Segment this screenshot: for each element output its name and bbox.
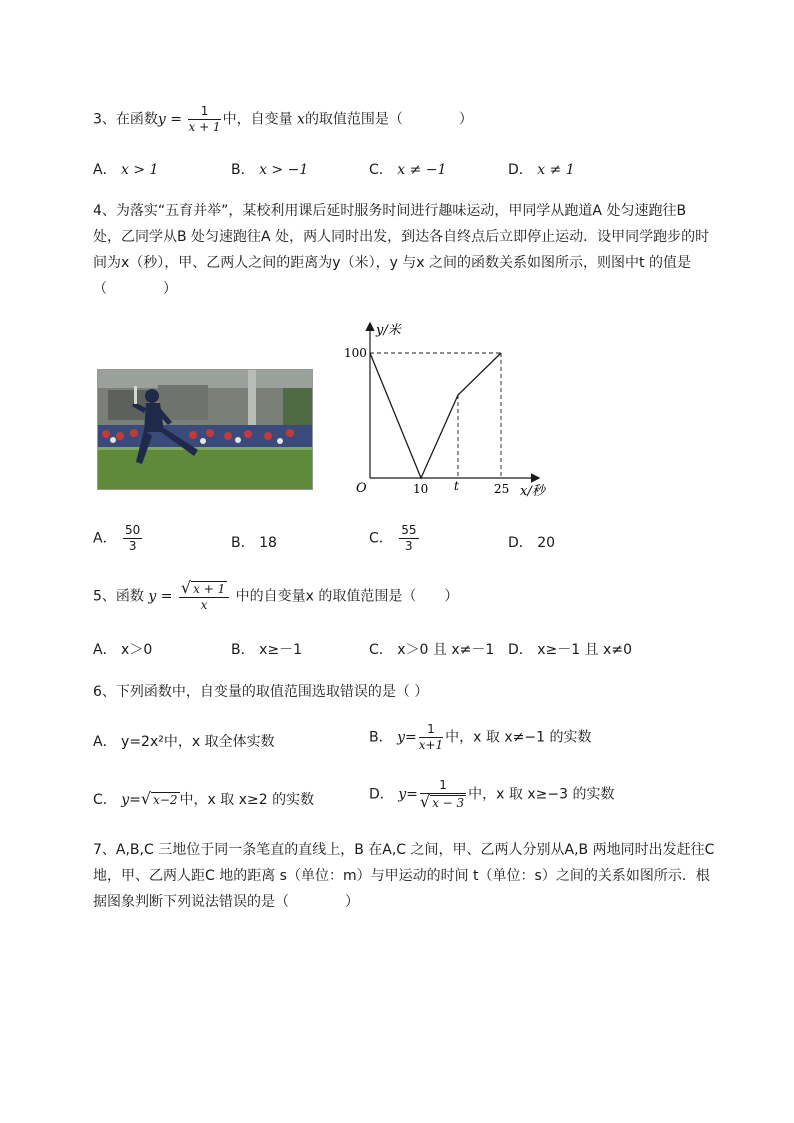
q7-line-3: 据图象判断下列说法错误的是（ ） [93,894,359,910]
q5-prefix: 5、函数 [93,588,144,605]
option-text: x＞0 [121,642,153,658]
option-letter: C． [369,642,393,658]
option-text: x ≠ 1 [537,162,575,178]
q6-option-d[interactable] [369,778,614,811]
q5-numerator [179,580,229,598]
option-letter: B． [231,535,255,551]
option-letter: D． [369,786,394,803]
q3-prefix: 3、在函数 [93,111,158,128]
q5-option-c[interactable] [369,639,494,659]
option-text: x≥－1 且 x≠0 [537,642,632,658]
option-fraction [419,722,443,753]
x-tick-25: 25 [494,482,510,496]
origin-label: O [356,481,367,496]
option-letter: D． [508,162,533,178]
option-radicand: x−2 [153,793,178,807]
option-func: y= [397,729,417,746]
graph-svg [340,318,560,503]
q3-option-d[interactable] [508,159,575,179]
option-fraction [123,523,142,554]
q3-suffix2: 的取值范围是（ ） [304,111,473,128]
q3-option-a[interactable] [93,159,158,179]
q6-option-a[interactable] [93,731,275,751]
q3-numerator: 1 [188,104,220,120]
option-text: 20 [537,535,556,551]
q5-stem [93,580,458,613]
q4-line-2: 处，乙同学从B 处匀速跑往A 处，两人同时出发，到达各自终点后立即停止运动．设甲同学跑步的时 [93,229,710,245]
q5-fraction [179,580,229,613]
fraction-numerator: 50 [125,523,141,537]
sqrt-sign-icon: √ [419,792,431,811]
q3-var-x: x [297,111,305,128]
option-text: x＞0 且 x≠－1 [397,642,495,658]
option-radicand: x − 3 [432,796,465,810]
option-letter: B． [231,642,255,658]
fraction-numerator: 55 [401,523,417,537]
fraction-numerator: 1 [419,722,443,738]
option-letter: B． [231,162,255,178]
option-letter: B． [369,729,393,746]
distance-time-graph [340,318,560,503]
q3-option-c[interactable] [369,159,446,179]
x-tick-t: t [454,479,459,493]
option-text: x > −1 [259,162,309,178]
q5-suffix: 中的自变量x 的取值范围是（ ） [235,588,459,605]
q4-line-4: （ ） [93,281,177,297]
q5-func: y = [148,588,173,605]
q4-line-1: 4、为落实“五育并举”，某校利用课后延时服务时间进行趣味运动，甲同学从跑道A 处匀速跑往B [93,203,687,219]
running-student-photo [97,369,313,490]
option-letter: A． [93,734,117,750]
y-tick-100: 100 [344,346,367,360]
option-fraction [399,523,418,554]
sqrt-sign-icon: √ [140,789,152,808]
option-text: 中，x 取 x≠−1 的实数 [445,729,592,746]
option-text: y=2x²中，x 取全体实数 [121,734,275,750]
y-axis-label: y/米 [376,323,401,338]
q3-suffix: 中，自变量 [222,111,293,128]
q4-option-d[interactable] [508,532,555,552]
option-letter: C． [369,530,393,547]
option-text: x ≠ −1 [397,162,447,178]
fraction-numerator: 1 [420,778,466,794]
option-letter: A． [93,530,117,547]
q5-option-d[interactable] [508,639,632,659]
sqrt-sign-icon: √ [180,578,192,597]
q7-line-1: 7、A,B,C 三地位于同一条笔直的直线上，B 在A,C 之间，甲、乙两人分别从A,B 两地同时出发赶往C [93,842,715,858]
option-letter: D． [508,535,533,551]
graph-line [370,353,501,478]
option-text: x > 1 [121,162,159,178]
photo-illustration [98,370,312,489]
q5-option-b[interactable] [231,639,302,659]
fraction-denominator [420,794,466,811]
option-letter: A． [93,642,117,658]
q3-denominator: x + 1 [188,120,221,134]
option-letter: C． [369,162,393,178]
x-tick-10: 10 [413,482,429,496]
q5-radicand: x + 1 [193,582,226,596]
q4-line-3: 间为x（秒），甲、乙两人之间的距离为y（米），y 与x 之间的函数关系如图所示，则图中t 的值是 [93,255,691,271]
option-text: 中，x 取 x≥2 的实数 [179,792,315,808]
option-func: y= [398,786,418,803]
fraction-denominator: x+1 [418,738,444,752]
option-letter: D． [508,642,533,658]
q3-eq: = [170,111,183,128]
q3-fraction [188,104,220,135]
q6-option-b[interactable] [369,722,591,753]
option-fraction [420,778,466,811]
q6-stem: 6、下列函数中，自变量的取值范围选取错误的是（ ） [93,684,429,700]
q4-option-c[interactable] [369,523,421,554]
x-axis-label: x/秒 [520,484,545,499]
q3-option-b[interactable] [231,159,308,179]
option-text: 18 [259,535,277,551]
q7-line-2: 地，甲、乙两人距C 地的距离 s（单位：m）与甲运动的时间 t（单位：s）之间的关系如图所示．根 [93,868,710,884]
option-text: 中，x 取 x≥−3 的实数 [468,786,615,803]
fraction-denominator: 3 [405,539,413,553]
q3-stem [93,104,473,135]
q6-option-c[interactable] [93,789,314,809]
option-text: x≥－1 [259,642,302,658]
q5-denominator: x [200,598,208,612]
q4-option-a[interactable] [93,523,144,554]
option-letter: A． [93,162,117,178]
fraction-denominator: 3 [128,539,137,553]
q4-option-b[interactable] [231,532,277,552]
option-letter: C． [93,792,117,808]
q5-option-a[interactable] [93,639,152,659]
option-func: y= [121,792,141,808]
q3-func-y: y [157,111,166,128]
